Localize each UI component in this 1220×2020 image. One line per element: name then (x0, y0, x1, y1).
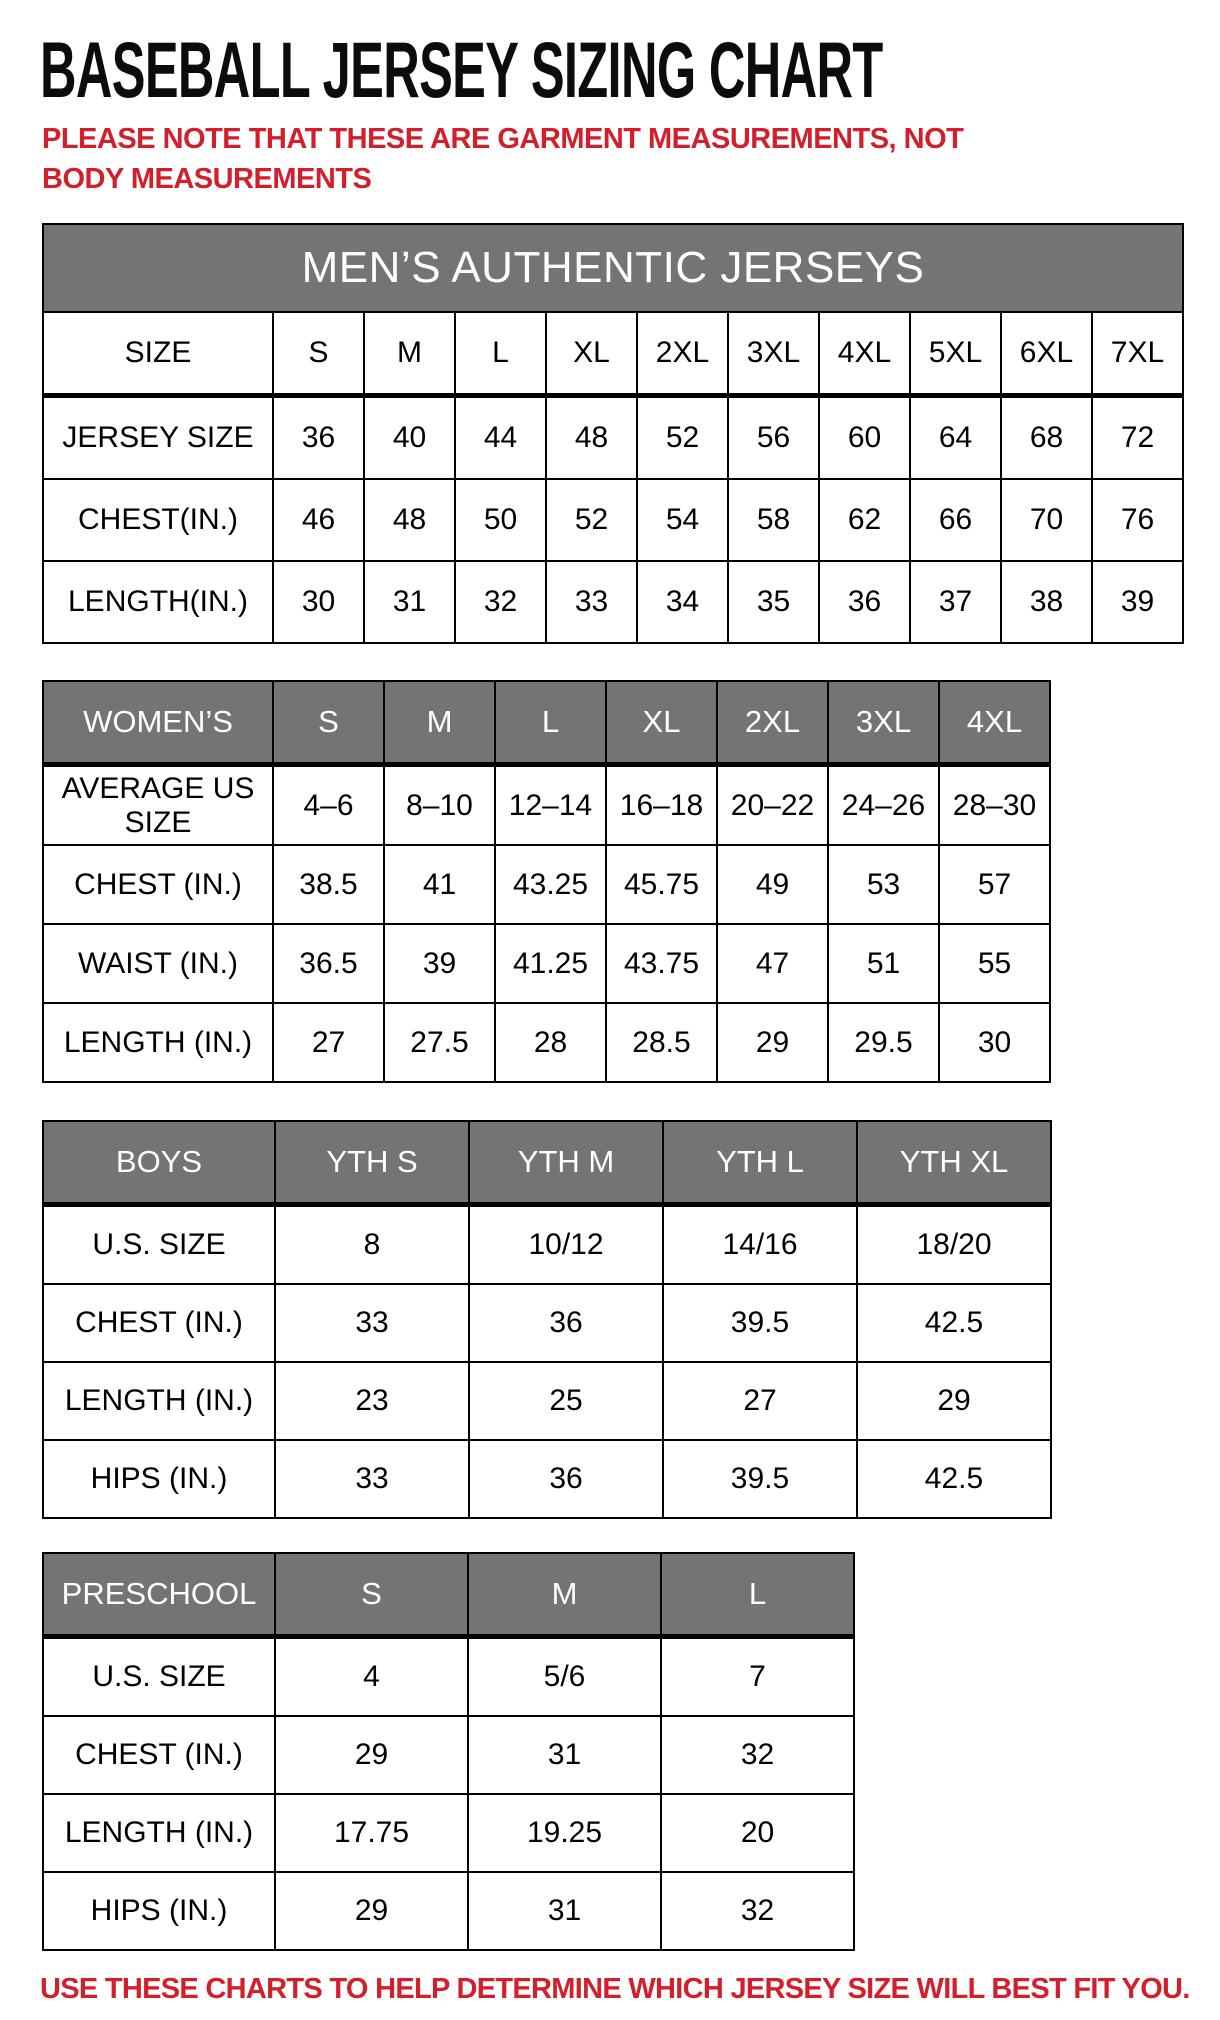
table-cell: 49 (717, 845, 828, 924)
table-cell: 56 (728, 396, 819, 480)
table-cell: 45.75 (606, 845, 717, 924)
table-cell: 41.25 (495, 924, 606, 1003)
table-cell: 25 (469, 1362, 663, 1440)
row-label: CHEST (IN.) (43, 1284, 275, 1362)
table-cell: 52 (637, 396, 728, 480)
table-cell: 52 (546, 479, 637, 561)
table-cell: 68 (1001, 396, 1092, 480)
table-cell: 5XL (910, 312, 1001, 396)
table-cell: 58 (728, 479, 819, 561)
table-cell: S (273, 312, 364, 396)
womens-header-label: WOMEN’S (43, 681, 273, 765)
table-cell: 32 (455, 561, 546, 643)
garment-measurements-note: PLEASE NOTE THAT THESE ARE GARMENT MEASUREMENTS, NOT BODY MEASUREMENTS (42, 123, 964, 195)
table-cell: 16–18 (606, 765, 717, 846)
table-cell: 54 (637, 479, 728, 561)
table-cell: 29 (275, 1872, 468, 1950)
table-cell: 6XL (1001, 312, 1092, 396)
row-label: HIPS (IN.) (43, 1440, 275, 1518)
table-cell: 62 (819, 479, 910, 561)
table-cell: 34 (637, 561, 728, 643)
table-cell: 29 (275, 1716, 468, 1794)
table-cell: 8 (275, 1205, 469, 1285)
column-header: L (495, 681, 606, 765)
table-cell: 35 (728, 561, 819, 643)
row-label: U.S. SIZE (43, 1637, 275, 1717)
table-cell: 40 (364, 396, 455, 480)
page-title: BASEBALL JERSEY SIZING CHART (40, 25, 883, 114)
table-cell: 39.5 (663, 1284, 857, 1362)
table-cell: 27 (663, 1362, 857, 1440)
column-header: YTH XL (857, 1121, 1051, 1205)
table-cell: L (455, 312, 546, 396)
preschool-sizing-table (42, 1552, 855, 1951)
table-cell: 72 (1092, 396, 1183, 480)
table-cell: 24–26 (828, 765, 939, 846)
row-label: LENGTH(IN.) (43, 561, 273, 643)
table-cell: 5/6 (468, 1637, 661, 1717)
womens-sizing-table (42, 680, 1051, 1083)
table-cell: 57 (939, 845, 1050, 924)
fit-advice-footer: USE THESE CHARTS TO HELP DETERMINE WHICH JERSEY SIZE WILL BEST FIT YOU. (40, 1973, 1190, 2005)
table-cell: 70 (1001, 479, 1092, 561)
table-cell: 4XL (819, 312, 910, 396)
table-cell: 20–22 (717, 765, 828, 846)
row-label: SIZE (43, 312, 273, 396)
table-cell: 42.5 (857, 1284, 1051, 1362)
table-cell: 28–30 (939, 765, 1050, 846)
table-cell: 42.5 (857, 1440, 1051, 1518)
table-cell: 31 (468, 1716, 661, 1794)
column-header: L (661, 1553, 854, 1637)
table-cell: 10/12 (469, 1205, 663, 1285)
column-header: YTH L (663, 1121, 857, 1205)
table-cell: 39 (1092, 561, 1183, 643)
table-cell: 17.75 (275, 1794, 468, 1872)
column-header: M (468, 1553, 661, 1637)
table-cell: 39.5 (663, 1440, 857, 1518)
preschool-header-label: PRESCHOOL (43, 1553, 275, 1637)
table-cell: 7XL (1092, 312, 1183, 396)
table-cell: 60 (819, 396, 910, 480)
table-cell: 36.5 (273, 924, 384, 1003)
table-cell: 19.25 (468, 1794, 661, 1872)
table-cell: 4–6 (273, 765, 384, 846)
table-cell: 30 (273, 561, 364, 643)
column-header: XL (606, 681, 717, 765)
column-header: 2XL (717, 681, 828, 765)
column-header: M (384, 681, 495, 765)
column-header: 4XL (939, 681, 1050, 765)
table-cell: 32 (661, 1716, 854, 1794)
boys-header-label: BOYS (43, 1121, 275, 1205)
column-header: S (273, 681, 384, 765)
table-cell: 20 (661, 1794, 854, 1872)
table-cell: 28 (495, 1003, 606, 1082)
table-cell: 31 (468, 1872, 661, 1950)
table-cell: 29.5 (828, 1003, 939, 1082)
table-cell: 37 (910, 561, 1001, 643)
table-cell: 64 (910, 396, 1001, 480)
table-cell: 47 (717, 924, 828, 1003)
table-cell: 8–10 (384, 765, 495, 846)
table-cell: 36 (273, 396, 364, 480)
table-cell: 43.25 (495, 845, 606, 924)
row-label: CHEST (IN.) (43, 1716, 275, 1794)
row-label: AVERAGE US SIZE (43, 765, 273, 846)
table-cell: 55 (939, 924, 1050, 1003)
table-cell: 66 (910, 479, 1001, 561)
column-header: YTH M (469, 1121, 663, 1205)
table-cell: 51 (828, 924, 939, 1003)
row-label: U.S. SIZE (43, 1205, 275, 1285)
table-cell: 31 (364, 561, 455, 643)
table-cell: 33 (275, 1284, 469, 1362)
table-cell: 23 (275, 1362, 469, 1440)
table-cell: 36 (469, 1440, 663, 1518)
table-cell: 27.5 (384, 1003, 495, 1082)
table-cell: 7 (661, 1637, 854, 1717)
table-cell: 48 (364, 479, 455, 561)
table-cell: 29 (717, 1003, 828, 1082)
table-cell: 14/16 (663, 1205, 857, 1285)
table-cell: 18/20 (857, 1205, 1051, 1285)
table-cell: 38.5 (273, 845, 384, 924)
table-cell: 27 (273, 1003, 384, 1082)
table-cell: 39 (384, 924, 495, 1003)
table-cell: 76 (1092, 479, 1183, 561)
table-cell: XL (546, 312, 637, 396)
table-cell: 44 (455, 396, 546, 480)
column-header: 3XL (828, 681, 939, 765)
table-cell: 38 (1001, 561, 1092, 643)
table-cell: M (364, 312, 455, 396)
mens-authentic-jerseys-table (42, 223, 1184, 644)
table-cell: 46 (273, 479, 364, 561)
boys-sizing-table (42, 1120, 1052, 1519)
row-label: JERSEY SIZE (43, 396, 273, 480)
row-label: WAIST (IN.) (43, 924, 273, 1003)
column-header: S (275, 1553, 468, 1637)
table-cell: 30 (939, 1003, 1050, 1082)
table-cell: 53 (828, 845, 939, 924)
table-cell: 48 (546, 396, 637, 480)
table-cell: 41 (384, 845, 495, 924)
row-label: LENGTH (IN.) (43, 1794, 275, 1872)
table-cell: 4 (275, 1637, 468, 1717)
row-label: LENGTH (IN.) (43, 1003, 273, 1082)
row-label: HIPS (IN.) (43, 1872, 275, 1950)
table-cell: 33 (546, 561, 637, 643)
table-cell: 36 (819, 561, 910, 643)
table-cell: 36 (469, 1284, 663, 1362)
table-cell: 50 (455, 479, 546, 561)
mens-banner: MEN’S AUTHENTIC JERSEYS (43, 224, 1183, 312)
table-cell: 32 (661, 1872, 854, 1950)
table-cell: 29 (857, 1362, 1051, 1440)
row-label: LENGTH (IN.) (43, 1362, 275, 1440)
table-cell: 28.5 (606, 1003, 717, 1082)
row-label: CHEST(IN.) (43, 479, 273, 561)
row-label: CHEST (IN.) (43, 845, 273, 924)
table-cell: 3XL (728, 312, 819, 396)
table-cell: 43.75 (606, 924, 717, 1003)
table-cell: 33 (275, 1440, 469, 1518)
table-cell: 2XL (637, 312, 728, 396)
table-cell: 12–14 (495, 765, 606, 846)
column-header: YTH S (275, 1121, 469, 1205)
